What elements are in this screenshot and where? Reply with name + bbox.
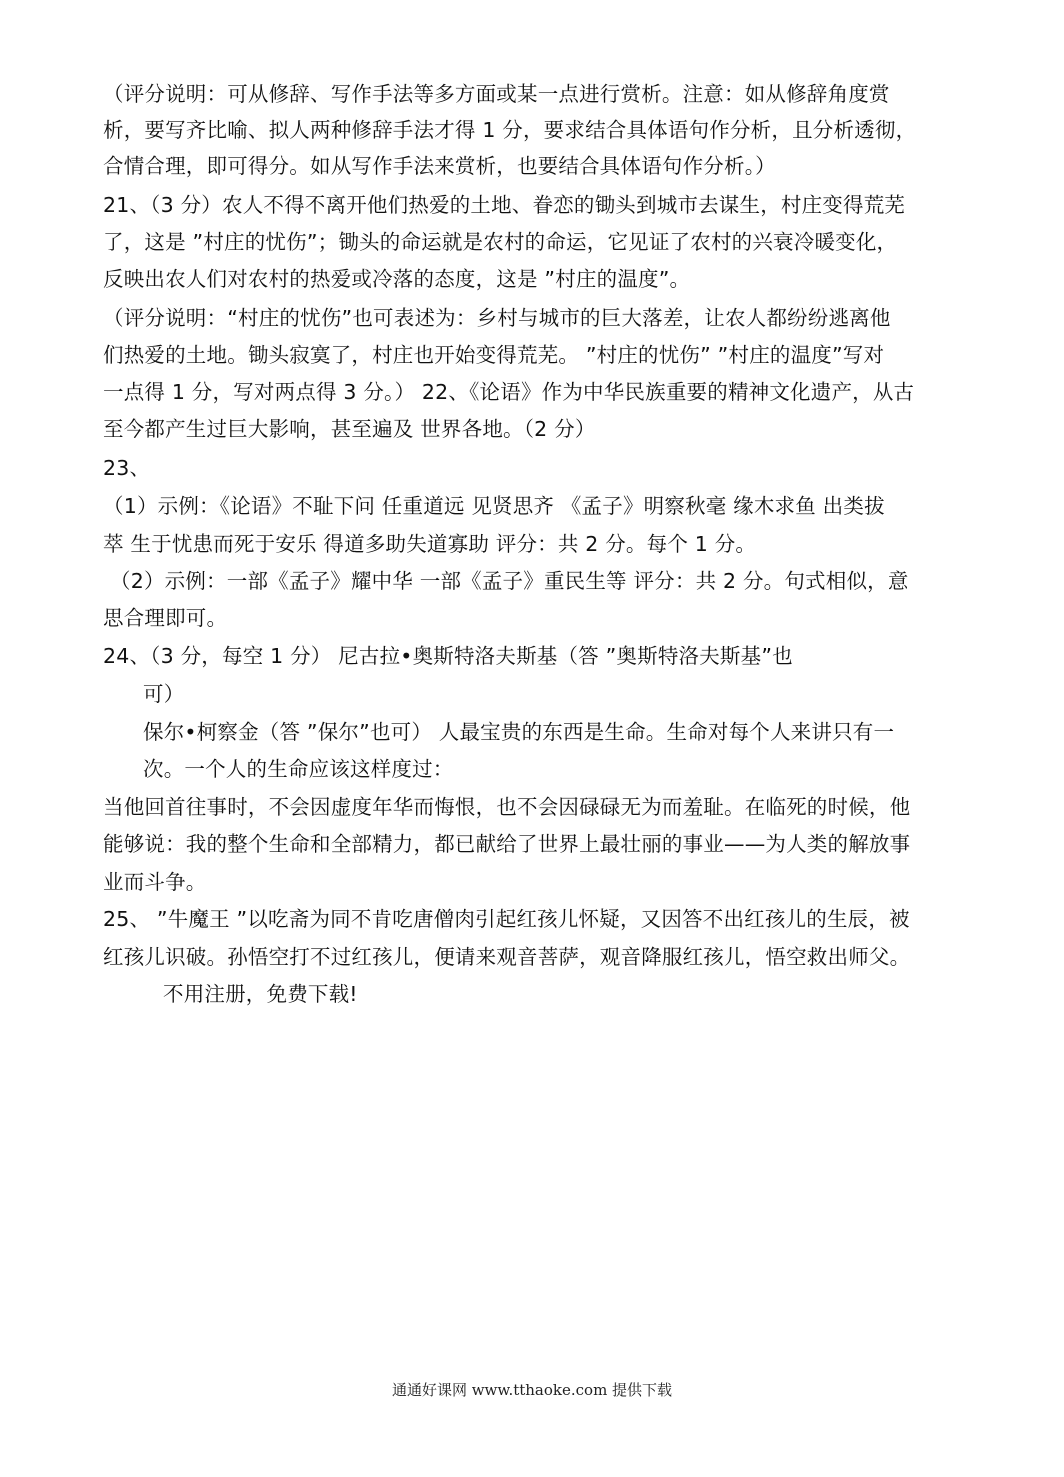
text-line: 当他回首往事时，不会因虚度年华而悔恨，也不会因碌碌无为而羞耻。在临死的时候，他 bbox=[103, 795, 911, 819]
text-line: 次。一个人的生命应该这样度过： bbox=[143, 757, 454, 781]
text-line: 至今都产生过巨大影响，甚至遍及 世界各地。（2 分） bbox=[103, 417, 596, 441]
text-line: （评分说明：“村庄的忧伤”也可表述为：乡村与城市的巨大落差，让农人都纷纷逃离他 bbox=[103, 306, 891, 330]
text-line: 业而斗争。 bbox=[103, 870, 207, 894]
text-line: （2）示例：一部《孟子》耀中华 一部《孟子》重民生等 评分：共 2 分。句式相似，意 bbox=[110, 569, 909, 593]
text-line: 一点得 1 分，写对两点得 3 分。） 22、《论语》作为中华民族重要的精神文化遗产，从古 bbox=[103, 380, 915, 404]
text-line: 了，这是 ”村庄的忧伤”；锄头的命运就是农村的命运，它见证了农村的兴衰冷暖变化， bbox=[103, 230, 898, 254]
text-line: 反映出农人们对农村的热爱或冷落的态度，这是 ”村庄的温度”。 bbox=[103, 267, 691, 291]
text-line: 能够说：我的整个生命和全部精力，都已献给了世界上最壮丽的事业——为人类的解放事 bbox=[103, 832, 911, 856]
text-line: 红孩儿识破。孙悟空打不过红孩儿，便请来观音菩萨，观音降服红孩儿，悟空救出师父。 bbox=[103, 945, 911, 969]
text-line: 可） bbox=[143, 682, 185, 706]
text-line: 合情合理，即可得分。如从写作手法来赏析，也要结合具体语句作分析。） bbox=[103, 154, 776, 178]
text-line: 23、 bbox=[103, 456, 151, 480]
text-line: 25、 ”牛魔王 ”以吃斋为同不肯吃唐僧肉引起红孩儿怀疑，又因答不出红孩儿的生辰，被 bbox=[103, 907, 910, 931]
text-line: 保尔•柯察金（答 ”保尔”也可） 人最宝贵的东西是生命。生命对每个人来讲只有一 bbox=[143, 720, 895, 744]
text-line: 萃 生于忧患而死于安乐 得道多助失道寡助 评分：共 2 分。每个 1 分。 bbox=[103, 532, 757, 556]
text-line: 24、（3 分，每空 1 分） 尼古拉•奥斯特洛夫斯基（答 ”奥斯特洛夫斯基”也 bbox=[103, 644, 793, 668]
text-line: （评分说明：可从修辞、写作手法等多方面或某一点进行赏析。注意：如从修辞角度赏 bbox=[103, 82, 890, 106]
text-line: 不用注册，免费下载! bbox=[163, 982, 358, 1006]
text-line: （1）示例：《论语》不耻下问 任重道远 见贤思齐 《孟子》明察秋毫 缘木求鱼 出类拔 bbox=[103, 494, 885, 518]
text-line: 析，要写齐比喻、拟人两种修辞手法才得 1 分，要求结合具体语句作分析，且分析透彻， bbox=[103, 118, 917, 142]
page-footer: 通通好课网 www.tthaoke.com 提供下载 bbox=[391, 1381, 673, 1399]
text-line: 们热爱的土地。锄头寂寞了，村庄也开始变得荒芜。 ”村庄的忧伤” ”村庄的温度”写对 bbox=[103, 343, 885, 367]
text-line: 思合理即可。 bbox=[103, 606, 228, 630]
text-line: 21、（3 分）农人不得不离开他们热爱的土地、眷恋的锄头到城市去谋生，村庄变得荒芜 bbox=[103, 193, 906, 217]
